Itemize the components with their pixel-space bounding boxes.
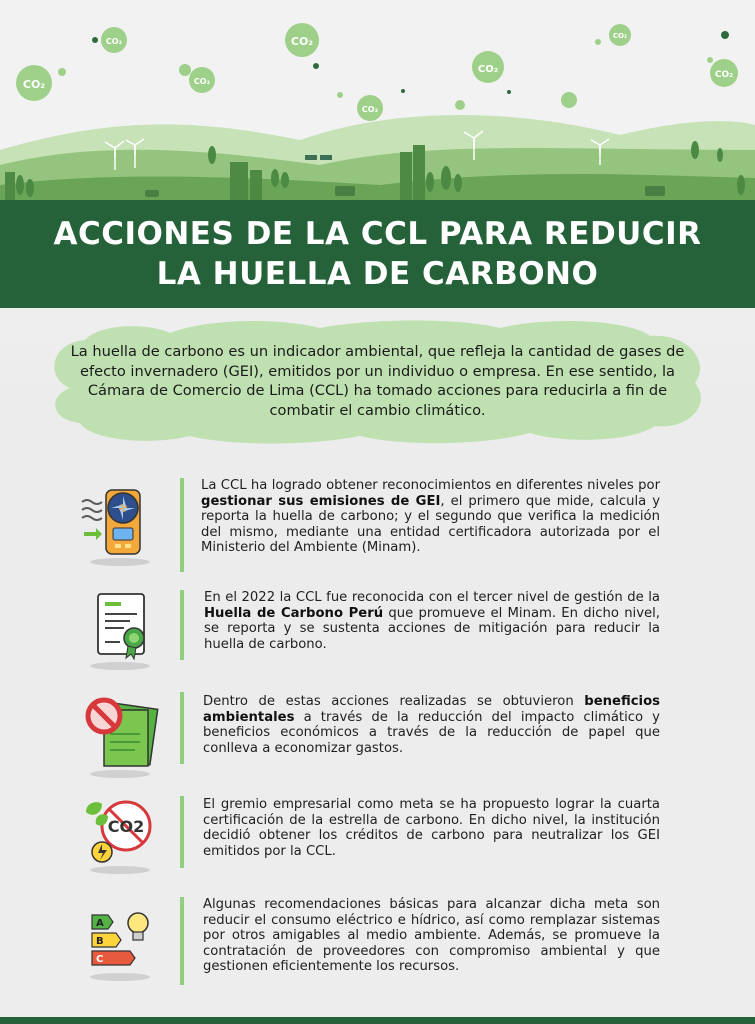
page-title-line-2: LA HUELLA DE CARBONO bbox=[156, 256, 599, 292]
footer-band bbox=[0, 1017, 755, 1024]
icon-shadow bbox=[90, 770, 150, 778]
accent-bar bbox=[180, 897, 184, 985]
icon-shadow bbox=[90, 866, 150, 874]
svg-text:CO₂: CO₂ bbox=[105, 37, 123, 46]
svg-text:CO₂: CO₂ bbox=[22, 78, 46, 91]
accent-bar bbox=[180, 590, 184, 660]
svg-text:CO₂: CO₂ bbox=[290, 35, 314, 48]
landscape-illustration bbox=[0, 0, 755, 205]
energy-label-a: A bbox=[96, 918, 104, 929]
action-item-text: Dentro de estas acciones realizadas se obtuvieron beneficios ambientales a través de la reducción del impacto climático y beneficios económicos a través de la reducción de papel que conlleva a economizar gastos. bbox=[203, 694, 660, 756]
svg-text:CO₂: CO₂ bbox=[477, 64, 499, 75]
svg-text:CO₂: CO₂ bbox=[612, 32, 628, 40]
title-band bbox=[0, 200, 755, 308]
icon-shadow bbox=[90, 973, 150, 981]
no-paper-icon bbox=[80, 694, 160, 774]
svg-text:CO₂: CO₂ bbox=[361, 105, 379, 114]
certificate-icon bbox=[80, 588, 160, 668]
svg-text:CO₂: CO₂ bbox=[193, 77, 211, 86]
action-item-text: En el 2022 la CCL fue reconocida con el tercer nivel de gestión de la Huella de Carbono Perú que promueve el Minam. En dicho nivel, se reporta y se sustenta acciones de mitigación para reducir la huella de carbono. bbox=[204, 590, 660, 652]
no-co2-icon bbox=[80, 794, 160, 874]
intro-paragraph: La huella de carbono es un indicador ambiental, que refleja la cantidad de gases de efecto invernadero (GEI), emitidos por un individuo o empresa. En ese sentido, la Cámara de Comercio de Lima (CCL) ha tomado acciones para reducirla a fin de combatir el cambio climático. bbox=[70, 343, 685, 419]
action-item-text: Algunas recomendaciones básicas para alcanzar dicha meta son reducir el consumo eléctrico e hídrico, así como remplazar sistemas por otros amigables al medio ambiente. Además, se promueve la contratación de proveedores con compromiso ambiental y que gestionen eficientemente los recursos. bbox=[203, 897, 660, 975]
co2-label: CO2 bbox=[107, 817, 145, 836]
energy-label-b: B bbox=[96, 936, 104, 947]
accent-bar bbox=[180, 692, 184, 764]
action-item-text: El gremio empresarial como meta se ha propuesto lograr la cuarta certificación de la estrella de carbono. En dicho nivel, la institución decidió obtener los créditos de carbono para neutralizar los GEI emitidos por la CCL. bbox=[203, 797, 660, 859]
air-quality-meter-icon bbox=[80, 480, 160, 560]
accent-bar bbox=[180, 796, 184, 868]
accent-bar bbox=[180, 478, 184, 572]
energy-label-c: C bbox=[96, 954, 104, 965]
icon-shadow bbox=[90, 558, 150, 566]
action-item-text: La CCL ha logrado obtener reconocimientos en diferentes niveles por gestionar sus emisiones de GEI, el primero que mide, calcula y reporta la huella de carbono; y el segundo que verifica la medición del mismo, mediante una entidad certificadora autorizada por el Ministerio del Ambiente (Minam). bbox=[201, 478, 661, 556]
svg-text:CO₂: CO₂ bbox=[714, 70, 734, 80]
page-title-line-1: ACCIONES DE LA CCL PARA REDUCIR bbox=[53, 216, 702, 252]
icon-shadow bbox=[90, 662, 150, 670]
